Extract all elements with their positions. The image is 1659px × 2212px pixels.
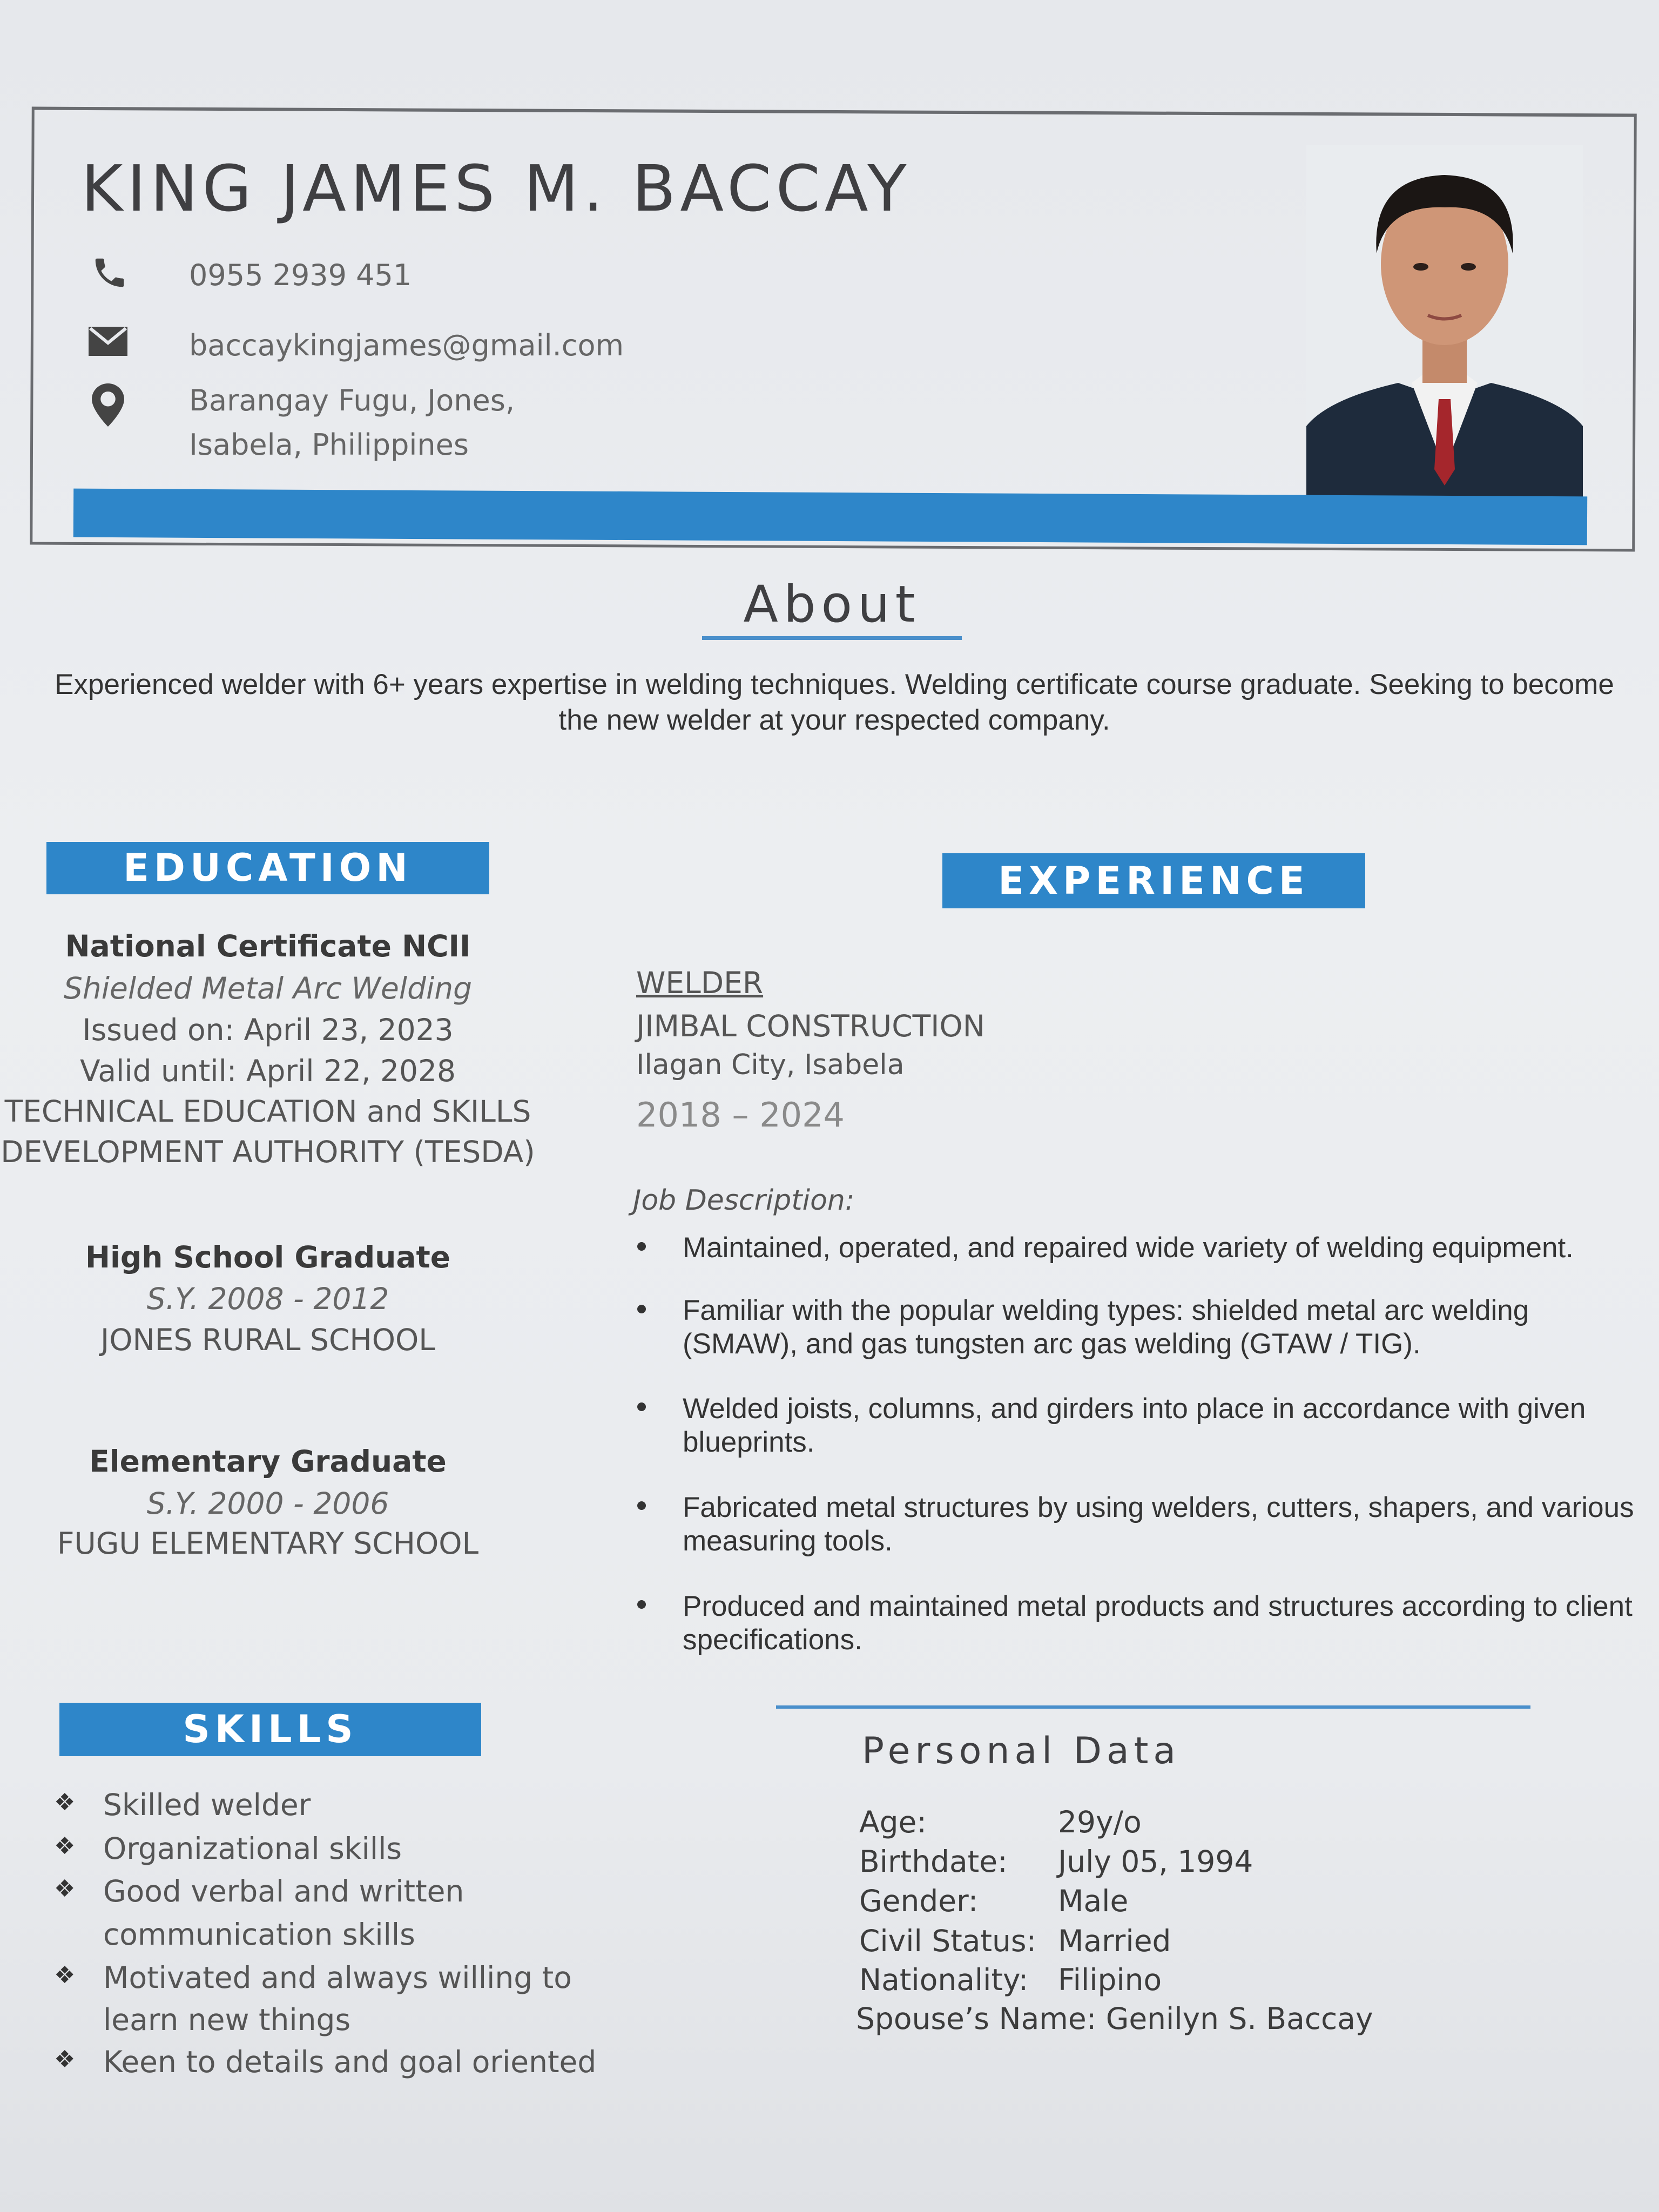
education-school: JONES RURAL SCHOOL xyxy=(100,1323,435,1357)
bullet-icon xyxy=(637,1501,646,1510)
personal-data-value: Male xyxy=(1058,1884,1129,1918)
diamond-bullet-icon: ❖ xyxy=(54,1789,76,1816)
profile-photo xyxy=(1306,145,1583,502)
map-pin-icon xyxy=(92,383,124,427)
job-duty: Produced and maintained metal products and structures according to client specifications. xyxy=(683,1590,1633,1656)
education-issued: Issued on: April 23, 2023 xyxy=(82,1013,454,1047)
personal-data-heading: Personal Data xyxy=(862,1730,1181,1772)
education-title: National Certificate NCII xyxy=(65,929,471,963)
personal-data-label: Nationality: xyxy=(859,1963,1029,1997)
education-title: High School Graduate xyxy=(85,1240,451,1274)
education-subtitle: Shielded Metal Arc Welding xyxy=(63,971,473,1006)
education-institution-cont: DEVELOPMENT AUTHORITY (TESDA) xyxy=(1,1135,535,1169)
bullet-icon xyxy=(637,1242,646,1251)
education-years: S.Y. 2008 - 2012 xyxy=(146,1282,389,1316)
education-school: FUGU ELEMENTARY SCHOOL xyxy=(57,1526,479,1561)
skill-item: Keen to details and goal oriented xyxy=(103,2045,597,2079)
envelope-icon xyxy=(88,327,128,356)
bullet-icon xyxy=(637,1305,646,1313)
address-line-1: Barangay Fugu, Jones, xyxy=(189,383,515,417)
personal-data-label: Gender: xyxy=(859,1884,979,1918)
personal-data-value: 29y/o xyxy=(1058,1805,1142,1839)
about-underline xyxy=(702,636,962,640)
skill-item: Motivated and always willing to xyxy=(103,1960,572,1995)
skill-item-cont: learn new things xyxy=(103,2002,351,2037)
personal-data-label: Civil Status: xyxy=(859,1924,1037,1958)
personal-data-value: July 05, 1994 xyxy=(1058,1844,1253,1879)
applicant-name: KING JAMES M. BACCAY xyxy=(81,151,911,226)
job-description-colon: : xyxy=(845,1184,855,1217)
diamond-bullet-icon: ❖ xyxy=(54,1961,76,1989)
personal-data-value: Filipino xyxy=(1058,1963,1162,1997)
job-position: WELDER xyxy=(636,966,764,1000)
experience-heading: EXPERIENCE xyxy=(942,853,1365,908)
employment-years: 2018 – 2024 xyxy=(636,1095,845,1135)
job-description-label xyxy=(633,1184,854,1217)
about-heading: About xyxy=(743,575,921,634)
personal-data-label: Birthdate: xyxy=(859,1844,1008,1879)
email-address: baccaykingjames@gmail.com xyxy=(189,328,624,362)
personal-data-label: Age: xyxy=(859,1805,927,1839)
skill-item: Good verbal and written xyxy=(103,1874,464,1908)
bullet-icon xyxy=(637,1600,646,1609)
diamond-bullet-icon: ❖ xyxy=(54,2046,76,2073)
diamond-bullet-icon: ❖ xyxy=(54,1832,76,1860)
diamond-bullet-icon: ❖ xyxy=(54,1875,76,1903)
education-years: S.Y. 2000 - 2006 xyxy=(146,1486,389,1521)
skill-item-cont: communication skills xyxy=(103,1917,415,1952)
job-duty: Maintained, operated, and repaired wide variety of welding equipment. xyxy=(683,1232,1574,1264)
about-text: Experienced welder with 6+ years expertise in welding techniques. Welding certificate course graduate. Seeking to become the new welder at your respected company. xyxy=(55,669,1614,736)
education-institution: TECHNICAL EDUCATION and SKILLS xyxy=(4,1094,531,1129)
company-location: Ilagan City, Isabela xyxy=(636,1049,905,1081)
personal-data-value: Married xyxy=(1058,1924,1171,1958)
job-description-label-text: Job Description xyxy=(633,1184,845,1217)
skills-heading: SKILLS xyxy=(59,1703,481,1756)
bullet-icon xyxy=(637,1402,646,1411)
skill-item: Organizational skills xyxy=(103,1831,402,1866)
phone-icon xyxy=(91,254,129,292)
job-duty: Welded joists, columns, and girders into place in accordance with given blueprints. xyxy=(683,1393,1586,1458)
job-duty: Fabricated metal structures by using welders, cutters, shapers, and various measuring tools. xyxy=(683,1492,1634,1557)
job-duty: Familiar with the popular welding types: shielded metal arc welding (SMAW), and gas tungsten arc gas welding (GTAW / TIG). xyxy=(683,1294,1529,1360)
education-heading: EDUCATION xyxy=(46,842,489,894)
education-title: Elementary Graduate xyxy=(89,1444,447,1479)
skill-item: Skilled welder xyxy=(103,1788,311,1822)
personal-data-divider xyxy=(776,1705,1530,1709)
company-name: JIMBAL CONSTRUCTION xyxy=(636,1009,985,1043)
header-accent-bar xyxy=(73,489,1587,545)
phone-number: 0955 2939 451 xyxy=(189,258,412,292)
education-valid: Valid until: April 22, 2028 xyxy=(80,1054,456,1088)
address-line-2: Isabela, Philippines xyxy=(189,428,469,462)
spouse-name: Spouse’s Name: Genilyn S. Baccay xyxy=(856,2001,1373,2036)
